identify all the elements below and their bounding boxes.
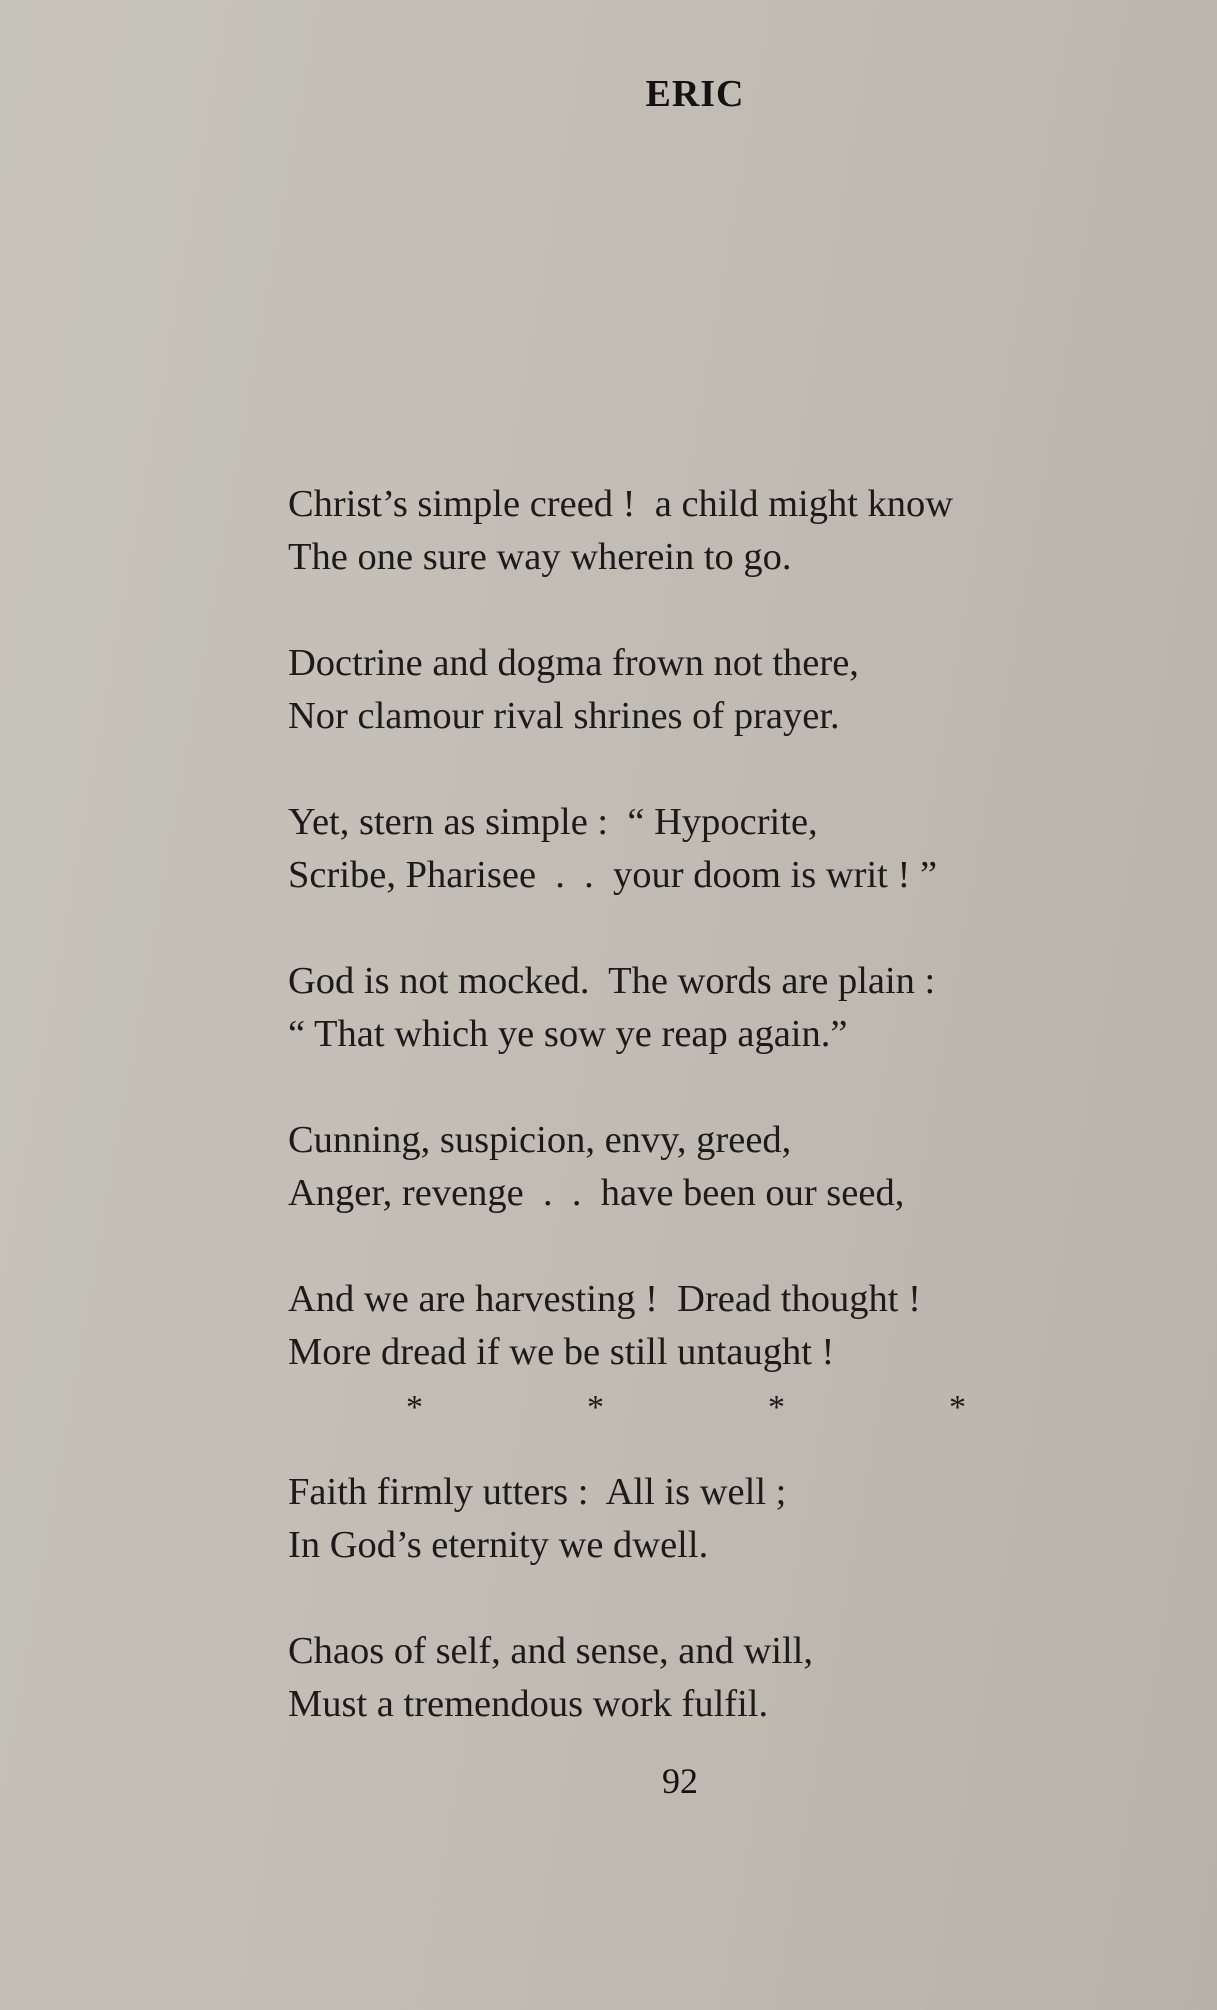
- stanza-6: [288, 1273, 1088, 1379]
- poem-line: Doctrine and dogma frown not there,: [288, 642, 859, 684]
- page-number: 92: [662, 1761, 698, 1801]
- asterisk-ornament: *: [406, 1389, 423, 1426]
- poem-line: Scribe, Pharisee . . your doom is writ ! ”: [288, 854, 938, 896]
- section-divider: [406, 1388, 966, 1428]
- stanza-2: [288, 637, 1088, 743]
- running-head: ERIC: [645, 73, 745, 115]
- poem-line: God is not mocked. The words are plain :: [288, 960, 936, 1002]
- poem-line: Chaos of self, and sense, and will,: [288, 1630, 813, 1672]
- poem-line: Christ’s simple creed ! a child might know: [288, 483, 954, 525]
- stanza-4: [288, 955, 1088, 1061]
- stanza-8: [288, 1625, 1088, 1731]
- poem-line: Faith firmly utters : All is well ;: [288, 1471, 787, 1513]
- asterisk-ornament: *: [768, 1389, 785, 1426]
- asterisk-ornament: *: [587, 1389, 604, 1426]
- stanza-1: [288, 478, 1088, 584]
- poem-line: “ That which ye sow ye reap again.”: [288, 1013, 848, 1055]
- stanza-5: [288, 1114, 1088, 1220]
- poem-line: And we are harvesting ! Dread thought !: [288, 1278, 921, 1320]
- poem-line: Anger, revenge . . have been our seed,: [288, 1172, 905, 1214]
- poem-line: Cunning, suspicion, envy, greed,: [288, 1119, 792, 1161]
- poem-line: The one sure way wherein to go.: [288, 536, 792, 578]
- stanza-7: [288, 1466, 1088, 1572]
- poem-line: Yet, stern as simple : “ Hypocrite,: [288, 801, 818, 843]
- asterisk-ornament: *: [949, 1389, 966, 1426]
- poem-line: More dread if we be still untaught !: [288, 1331, 835, 1373]
- poem-line: Must a tremendous work fulfil.: [288, 1683, 769, 1725]
- stanza-3: [288, 796, 1088, 902]
- poem-line: In God’s eternity we dwell.: [288, 1524, 709, 1566]
- poem: [288, 478, 1088, 1731]
- poem-line: Nor clamour rival shrines of prayer.: [288, 695, 840, 737]
